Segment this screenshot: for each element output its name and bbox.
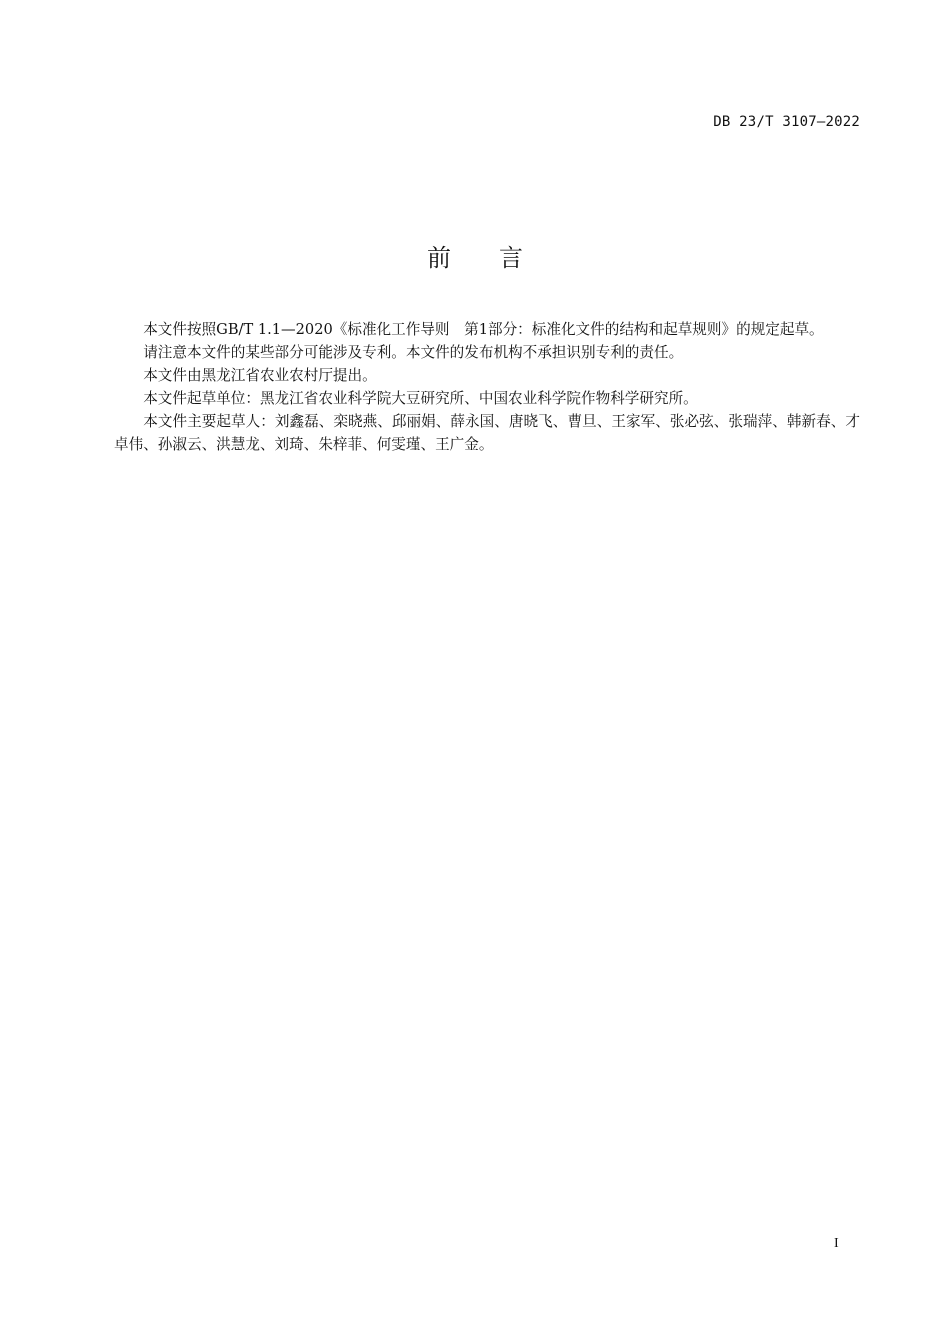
page-number: I [834,1236,839,1251]
paragraph-proposer: 本文件由黑龙江省农业农村厅提出。 [143,367,377,384]
paragraph-structure-basis: 本文件按照GB/T 1.1—2020《标准化工作导则 第1部分：标准化文件的结构和起草规则》的规定起草。 [143,321,824,338]
paragraph-drafting-units: 本文件起草单位：黑龙江省农业科学院大豆研究所、中国农业科学院作物科学研究所。 [143,390,698,407]
paragraph-drafters: 本文件主要起草人：刘鑫磊、栾晓燕、邱丽娟、薛永国、唐晓飞、曹旦、王家军、张必弦、张瑞萍、韩新春、才卓伟、孙淑云、洪慧龙、刘琦、朱梓菲、何雯瑾、王广金。 [114,413,860,453]
document-code: DB 23/T 3107—2022 [713,114,860,130]
paragraph-patent-notice: 请注意本文件的某些部分可能涉及专利。本文件的发布机构不承担识别专利的责任。 [143,344,684,361]
foreword-body [114,318,860,456]
page-title: 前 言 [427,244,523,272]
